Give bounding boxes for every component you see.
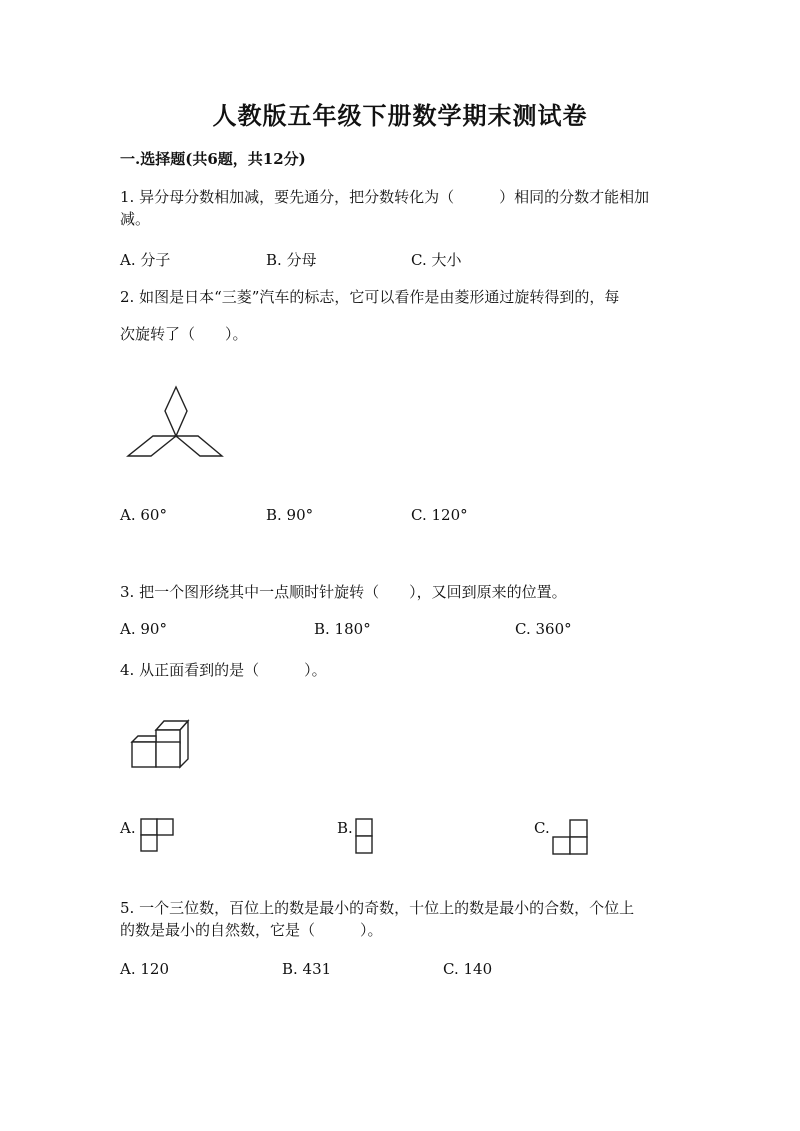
question-3-stem: 3. 把一个图形绕其中一点顺时针旋转（ ），又回到原来的位置。 — [120, 583, 567, 601]
question-5-stem-line-1: 5. 一个三位数，百位上的数是最小的奇数，十位上的数是最小的合数，个位上 — [120, 899, 635, 917]
question-1-option-b[interactable]: B. 分母 — [266, 251, 317, 269]
question-3-option-c[interactable]: C. 360° — [515, 620, 572, 638]
section-heading: 一.选择题(共6题，共12分) — [120, 150, 306, 168]
question-2-stem-line-1: 2. 如图是日本“三菱”汽车的标志，它可以看作是由菱形通过旋转得到的，每 — [120, 288, 620, 306]
question-2-stem-line-2: 次旋转了（ ）。 — [120, 325, 248, 343]
question-1-option-a[interactable]: A. 分子 — [120, 251, 171, 269]
question-1-stem-line-2: 减。 — [120, 210, 151, 228]
option-b-view-figure — [355, 818, 375, 856]
question-5-stem-line-2: 的数是最小的自然数，它是（ ）。 — [120, 921, 383, 939]
question-5-option-c[interactable]: C. 140 — [443, 960, 493, 978]
cube-stack-figure — [130, 716, 200, 776]
mitsubishi-logo-figure — [120, 380, 230, 465]
question-5-option-b[interactable]: B. 431 — [282, 960, 332, 978]
question-4-option-b[interactable]: B. — [337, 819, 353, 837]
question-5-option-a[interactable]: A. 120 — [120, 960, 169, 978]
question-4-stem: 4. 从正面看到的是（ ）。 — [120, 661, 327, 679]
option-c-view-figure — [552, 819, 592, 857]
question-3-option-a[interactable]: A. 90° — [120, 620, 167, 638]
question-2-option-c[interactable]: C. 120° — [411, 506, 468, 524]
option-a-view-figure — [140, 818, 176, 854]
question-4-option-a[interactable]: A. — [120, 819, 136, 837]
question-4-option-c[interactable]: C. — [534, 819, 550, 837]
page-title: 人教版五年级下册数学期末测试卷 — [212, 101, 588, 130]
question-2-option-b[interactable]: B. 90° — [266, 506, 314, 524]
question-1-option-c[interactable]: C. 大小 — [411, 251, 462, 269]
question-2-option-a[interactable]: A. 60° — [120, 506, 167, 524]
question-1-stem-line-1: 1. 异分母分数相加减，要先通分，把分数转化为（ ）相同的分数才能相加 — [120, 188, 650, 206]
question-3-option-b[interactable]: B. 180° — [314, 620, 371, 638]
